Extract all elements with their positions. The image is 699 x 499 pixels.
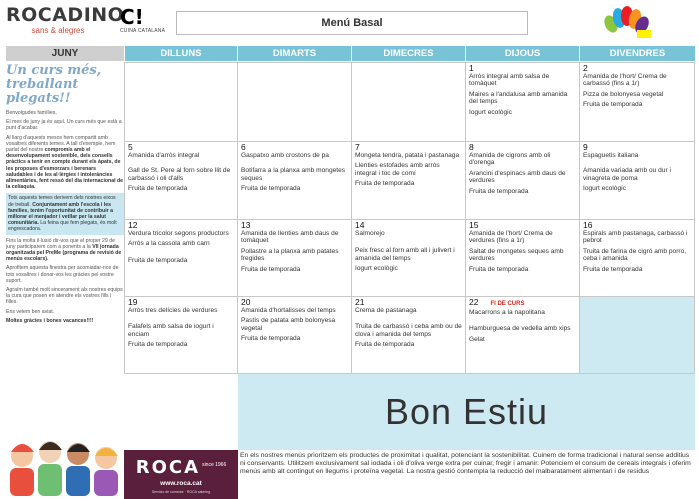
first-course: Amanida d'hortalisses del temps [241, 307, 336, 314]
sidebar-paragraph: El mes de juny ja és aquí. Un curs més que està a punt d'acabar. [6, 119, 122, 132]
menu-day-cell [579, 141, 695, 220]
second-course: Saltat de mongetes seques amb verdures [469, 247, 564, 263]
day-number: 8 [469, 142, 474, 152]
empty-cell [124, 62, 238, 142]
menu-day-cell [237, 141, 352, 220]
brand-tagline: sans & alegres [31, 26, 85, 35]
second-course: Arancini d'espinacs amb daus de verdures [469, 169, 566, 185]
first-course: Espaguetis italiana [583, 152, 639, 159]
dessert: Fruita de temporada [469, 265, 529, 273]
sidebar-paragraph: Fins la molta il·lusió dir-vos que el proper 29 de juny participarem com a ponents a la VII jornada organitzada pel PreMe (programa de revisió de menús escolars). [6, 237, 122, 263]
day-number: 19 [128, 297, 138, 307]
sidebar-greeting: Benvolgudes famílies, [6, 110, 57, 116]
dessert: Iogurt ecològic [355, 265, 398, 273]
menu-day-cell [579, 219, 695, 297]
second-course: Hamburguesa de vedella amb xips [469, 325, 571, 333]
dessert: Fruita de temporada [241, 265, 301, 273]
day-number: 21 [355, 297, 365, 307]
first-course: Amanida de l'hort/ Crema de verdures (fins a 1r) [469, 230, 553, 245]
second-course: Peix fresc al forn amb all i julivert i amanida del temps [355, 247, 455, 262]
day-header-wednesday: DIMECRES [351, 46, 465, 61]
menu-day-cell [237, 219, 352, 297]
month-label: JUNY [6, 46, 124, 61]
sidebar-headline: Un curs més, treballant plegats!! [6, 63, 102, 106]
rocadino-logo [6, 4, 125, 42]
menu-day-cell [124, 296, 238, 374]
first-course: Crema de pastanaga [355, 307, 417, 314]
day-number: 15 [469, 220, 479, 230]
second-course: Truita de carbassó i ceba amb ou de clova i amanida del temps [355, 323, 462, 338]
first-course: Amanida de llenties amb daus de tomàquet [241, 230, 339, 245]
second-course: Truita de farina de cigró amb porro, ceba i amanida [583, 247, 687, 263]
dessert: Fruita de temporada [128, 341, 188, 349]
dessert: Fruita de temporada [583, 265, 643, 273]
cuina-catalana-logo [120, 6, 178, 42]
first-course: Amanida de cigrons amb oli d'orenga [469, 152, 551, 167]
menu-day-cell [124, 141, 238, 220]
first-course: Arròs tres delícies de verdures [128, 307, 218, 314]
second-course: Falafels amb salsa de iogurt i enciam [128, 323, 214, 338]
day-number: 2 [583, 63, 588, 73]
menu-day-cell [465, 141, 580, 220]
roca-wordmark: ROCA [135, 457, 201, 478]
day-header-monday: DILLUNS [124, 46, 237, 61]
children-illustration [6, 430, 124, 496]
first-course: Amanida d'arròs integral [128, 152, 200, 159]
first-course: Verdura tricolor segons productors [128, 230, 229, 237]
roca-fineprint: Servicio de comedor · ROCA catering [151, 490, 211, 494]
cuina-catalana-text: CUINA CATALANA [120, 28, 166, 34]
menu-grid [124, 62, 695, 374]
second-course: Pizza de bolonyesa vegetal [583, 90, 664, 98]
second-course: Maires a l'andalusa amb amanida del temps [469, 90, 568, 106]
second-course: Botifarra a la planxa amb mongetes seques [241, 167, 346, 182]
dessert: Fruita de temporada [355, 341, 415, 349]
dessert: Iogurt ecològic [583, 185, 626, 193]
sidebar-paragraph: Agraïm també molt sincerament als nostres equips la cura que posen en atendre els vostres fills i filles. [6, 287, 123, 306]
dessert: Gelat [469, 335, 485, 343]
sidebar-paragraph: Aprofitem aquesta finestra per acomiadar-nos de tots vosaltres i donar-vos les gràcies pel vostre suport. [6, 265, 119, 284]
dessert: Fruita de temporada [469, 187, 529, 195]
second-course: Pastís de patata amb bolonyesa vegetal [241, 317, 336, 332]
second-course: Amanida variada amb ou dur i vinagreta de poma [583, 167, 671, 182]
day-number: 13 [241, 220, 251, 230]
dessert: Iogurt ecològic [469, 108, 512, 116]
day-number: 20 [241, 297, 251, 307]
end-of-course-tag: FI DE CURS [490, 301, 525, 307]
first-course: Arròs integral amb salsa de tomàquet [469, 73, 550, 88]
roca-since: since 1966 [202, 462, 227, 468]
day-header-thursday: DIJOUS [465, 46, 579, 61]
menu-day-cell [579, 62, 695, 142]
footnote-text: En els nostres menús prioritzem els productes de proximitat i qualitat, potenciant la sostenibilitat. Cuinem de forma tradicional i natural sense additius ni conservants. Utilitzem exclusivament sal iodada i oli d'oliva verge extra per cuinar, fregir i amanir. Potenciem el consum de cereals integrals i oferim menús amb alt contingut en llegums i proteïna vegetal. La nostra gestió contempla la reducció del malbaratament alimentari i de residus [240, 452, 691, 476]
sidebar-paragraph: Ens veiem ben aviat. [6, 308, 55, 315]
first-course: Salmorejo [355, 230, 385, 237]
menu-day-cell [237, 296, 352, 374]
dessert: Fruita de temporada [583, 101, 643, 109]
roca-logo [124, 450, 238, 499]
first-course: Macarrons a la napolitana [469, 309, 545, 316]
menu-title: Menú Basal [176, 11, 528, 35]
day-number: 22 FI DE CURS [469, 297, 525, 307]
sidebar-paragraph: Al llarg d'aquests mesos hem compartit amb vosaltres diferents temes. A tall d'exemple, hem parlat del nostre compromís amb el desenvolupament sostenible, dels consells pràctics a tenir en compte durant els àpats, de les proposes d'esmorzars i berenars saludables i de les al·lèrgies i intoleràncies alimentàries, fent ressò del dia internacional de la celíaquia. [6, 134, 124, 191]
first-course: Amanida de l'hort/ Crema de carbassó (fins a 1r) [583, 73, 667, 88]
empty-cell [237, 62, 352, 142]
summer-banner: Bon Estiu [238, 374, 695, 450]
menu-day-cell [351, 296, 466, 374]
roca-website-link[interactable]: www.roca.cat [160, 480, 202, 487]
dessert: Fruita de temporada [355, 180, 415, 188]
menu-day-cell [351, 141, 466, 220]
second-course: Gall de St. Pere al forn sobre llit de carbassó i oli d'alls [128, 167, 231, 182]
day-number: 12 [128, 220, 138, 230]
day-number: 5 [128, 142, 133, 152]
day-number: 16 [583, 220, 593, 230]
sidebar-closing: Moltes gràcies i bones vacances!!!! [6, 317, 94, 324]
day-header-tuesday: DIMARTS [237, 46, 351, 61]
brand-name: ROCADINO [6, 4, 125, 26]
day-number: 1 [469, 63, 474, 73]
colored-hands-icon [597, 4, 655, 40]
dessert: Fruita de temporada [241, 185, 301, 193]
menu-day-cell [351, 219, 466, 297]
sidebar-highlight: Tots aquests temes derivem dels nostres eixos de treball. Conjuntament amb l'escola i les famílies, tenim l'oportunitat de contribuir a millorar el menjador i vetllar per la salut comunitària. La feina que fem plegats, és molt engrescadora. [6, 193, 124, 234]
day-number: 6 [241, 142, 246, 152]
dessert: Fruita de temporada [128, 256, 188, 264]
dessert: Fruita de temporada [241, 335, 301, 343]
first-course: Gaspatxo amb crostons de pa [241, 152, 329, 159]
day-number: 7 [355, 142, 360, 152]
first-course: Espirals amb pastanaga, carbassó i pebrot [583, 230, 688, 245]
day-number: 14 [355, 220, 365, 230]
cuina-catalana-mark: C! [120, 5, 144, 29]
menu-day-cell [465, 219, 580, 297]
second-course: Llenties estofades amb arròs integral i toc de comí [355, 162, 440, 177]
dessert: Fruita de temporada [128, 185, 188, 193]
empty-cell [579, 296, 695, 374]
empty-cell [351, 62, 466, 142]
menu-day-cell [124, 219, 238, 297]
first-course: Mongeta tendra, patata i pastanaga [355, 152, 460, 159]
day-number: 9 [583, 142, 588, 152]
second-course: Pollastre a la planxa amb patates fregides [241, 247, 339, 263]
sidebar-letter [6, 62, 124, 427]
second-course: Arròs a la cassola amb carn [128, 240, 210, 248]
day-header-friday: DIVENDRES [579, 46, 695, 61]
menu-day-cell [465, 296, 580, 374]
menu-day-cell [465, 62, 580, 142]
